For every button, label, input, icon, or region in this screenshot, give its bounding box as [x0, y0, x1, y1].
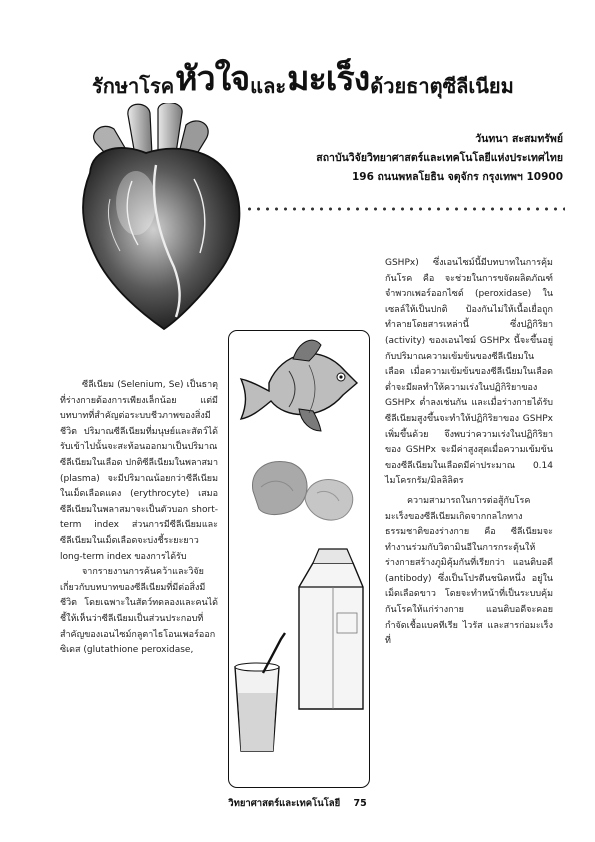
title-part-1: รักษาโรค	[92, 74, 175, 98]
juice-glass-icon	[235, 633, 285, 751]
meat-icon	[252, 461, 352, 520]
dotted-divider	[245, 206, 565, 212]
title-part-selenium: ด้วยธาตุซีลีเนียม	[370, 74, 514, 98]
illustration-panel	[228, 330, 370, 788]
author-affiliation: สถาบันวิจัยวิทยาศาสตร์และเทคโนโลยีแห่งประเทศไทย	[316, 152, 563, 164]
title-part-cancer: มะเร็ง	[287, 59, 370, 99]
paragraph: GSHPx) ซึ่งเอนไซม์นี้มีบทบาทในการคุ้มกันโรค คือ จะช่วยในการขจัดผลิตภัณฑ์จำพวกเพอร์ออกไซด์ (peroxidase) ในเซลล์ให้เป็นปกติ ป้องกันไม่ให้เนื้อเยื่อถูกทำลายโดยสารเหล่านี้ ซึ่งปฏิกิริยา (activity) ของเอนไซม์ GSHPx นี้จะขึ้นอยู่กับปริมาณความเข้มข้นของซีลีเนียมในเลือด เมื่อความเข้มข้นของซีลีเนียมในเลือดต่ำจะมีผลทำให้ความเร่งในปฏิกิริยาของ GSHPx ต่ำลงเช่นกัน และเมื่อร่างกายได้รับซีลีเนียมสูงขึ้นจะทำให้ปฏิกิริยาของ GSHPx เพิ่มขึ้นด้วย จึงพบว่าความเร่งในปฏิกิริยาของ GSHPx จะมีค่าสูงสุดเมื่อความเข้มข้นของซีลีเนียมในเลือดมีค่าประมาณ 0.14 ไมโครกรัม/มิลลิลิตร	[385, 258, 553, 487]
paragraph: ซีลีเนียม (Selenium, Se) เป็นธาตุที่ร่างกายต้องการเพียงเล็กน้อย แต่มีบทบาทที่สำคัญต่อระบบชีวภาพของสิ่งมีชีวิต ปริมาณซีลีเนียมที่มนุษย์และสัตว์ได้รับเข้าไปนั้นจะสะท้อนออกมาเป็นปริมาณซีลีเนียมในเลือด ปกติซีลีเนียมในพลาสมา (plasma) จะมีปริมาณน้อยกว่าซีลีเนียมในเม็ดเลือดแดง (erythrocyte) เสมอ ซีลีเนียมในพลาสมาจะเป็นตัวบอก short-term index ส่วนการมีซีลีเนียมและซีลีเนียมในเม็ดเลือดจะบ่งชี้ระยะยาว long-term index ของการได้รับ	[60, 380, 218, 562]
title-part-heart: หัวใจ	[175, 59, 250, 99]
food-illustrations	[229, 331, 371, 789]
title-part-and: และ	[250, 74, 287, 98]
page-footer	[0, 796, 595, 811]
article-title	[92, 50, 514, 99]
heart-illustration	[66, 103, 256, 333]
fish-icon	[241, 340, 357, 431]
milk-carton-icon	[299, 549, 363, 709]
author-address: 196 ถนนพหลโยธิน จตุจักร กรุงเทพฯ 10900	[351, 171, 563, 183]
paragraph: จากรายงานการค้นคว้าและวิจัยเกี่ยวกับบทบาทของซีลีเนียมที่มีต่อสิ่งมีชีวิต โดยเฉพาะในสัตว์ทดลองและคนได้ชี้ให้เห็นว่าซีลีเนียมเป็นส่วนประกอบที่สำคัญของเอนไซม์กลูตาไธโอนเพอร์ออกซิเดส (glutathione peroxidase,	[60, 567, 218, 656]
page-number: 75	[353, 798, 367, 809]
author-block	[263, 130, 563, 187]
body-column-left	[60, 378, 218, 659]
author-name: วันทนา สะสมทรัพย์	[475, 133, 563, 145]
body-column-right	[385, 256, 553, 650]
journal-name: วิทยาศาสตร์และเทคโนโลยี	[228, 798, 341, 809]
paragraph: ความสามารถในการต่อสู้กับโรคมะเร็งของซีลีเนียมเกิดจากกลไกทางธรรมชาติของร่างกาย คือ ซีลีเนียมจะทำงานร่วมกับวิตามินอีในการกระตุ้นให้ร่างกายสร้างภูมิคุ้มกันที่เรียกว่า แอนติบอดี (antibody) ซึ่งเป็นโปรตีนชนิดหนึ่ง อยู่ในเม็ดเลือดขาว โดยจะทำหน้าที่เป็นระบบคุ้มกันโรคให้แก่ร่างกาย แอนติบอดีจะคอยกำจัดเชื้อแบคทีเรีย ไวรัส และสารก่อมะเร็งที่	[385, 495, 553, 647]
